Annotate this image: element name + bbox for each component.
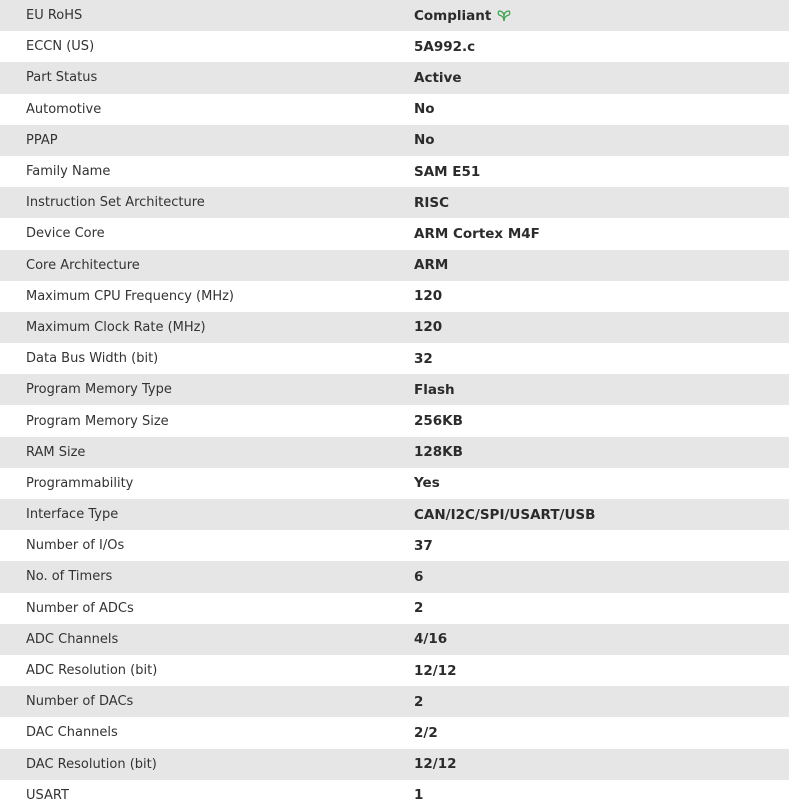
spec-value: 120 <box>414 319 443 336</box>
spec-row-usart <box>0 780 789 811</box>
spec-label: No. of Timers <box>26 569 113 585</box>
spec-value: No <box>414 101 435 118</box>
spec-row-eu-rohs <box>0 0 789 31</box>
spec-value: Compliant <box>414 7 492 24</box>
spec-value: 128KB <box>414 444 463 461</box>
spec-value: Flash <box>414 381 455 398</box>
spec-row-family-name <box>0 156 789 187</box>
spec-value: RISC <box>414 194 450 211</box>
spec-row-dac-resolution <box>0 749 789 780</box>
spec-label: ADC Resolution (bit) <box>26 663 158 679</box>
spec-row-max-clock-rate <box>0 312 789 343</box>
spec-label: Program Memory Type <box>26 382 172 398</box>
spec-row-part-status <box>0 62 789 93</box>
spec-value: 5A992.c <box>414 38 476 55</box>
spec-label: Automotive <box>26 101 102 117</box>
spec-row-adc-resolution <box>0 655 789 686</box>
spec-label: Maximum Clock Rate (MHz) <box>26 319 206 335</box>
leaf-icon <box>497 10 511 22</box>
spec-label: Number of ADCs <box>26 600 134 616</box>
spec-label: Data Bus Width (bit) <box>26 351 159 367</box>
spec-value: 2 <box>414 600 424 617</box>
spec-label: ADC Channels <box>26 631 119 647</box>
spec-value: SAM E51 <box>414 163 481 180</box>
spec-value: 256KB <box>414 413 463 430</box>
spec-label: EU RoHS <box>26 8 83 24</box>
spec-row-number-of-dacs <box>0 686 789 717</box>
spec-row-dac-channels <box>0 717 789 748</box>
spec-row-automotive <box>0 94 789 125</box>
spec-label: USART <box>26 787 69 803</box>
spec-label: Program Memory Size <box>26 413 169 429</box>
spec-row-timers <box>0 561 789 592</box>
spec-value: 12/12 <box>414 756 457 773</box>
spec-value: 4/16 <box>414 631 448 648</box>
spec-value: 1 <box>414 787 424 804</box>
spec-row-data-bus-width <box>0 343 789 374</box>
spec-label: Interface Type <box>26 507 119 523</box>
spec-row-device-core <box>0 218 789 249</box>
spec-label: RAM Size <box>26 444 86 460</box>
spec-value: 6 <box>414 568 424 585</box>
spec-value: 120 <box>414 288 443 305</box>
spec-label: Number of I/Os <box>26 538 125 554</box>
spec-row-core-architecture <box>0 250 789 281</box>
spec-row-program-memory-type <box>0 374 789 405</box>
spec-row-interface-type <box>0 499 789 530</box>
spec-row-instruction-set <box>0 187 789 218</box>
spec-value: ARM Cortex M4F <box>414 225 540 242</box>
spec-value: 2/2 <box>414 724 438 741</box>
spec-label: Core Architecture <box>26 257 140 273</box>
spec-label: Instruction Set Architecture <box>26 195 205 211</box>
spec-row-programmability <box>0 468 789 499</box>
spec-label: Number of DACs <box>26 694 134 710</box>
spec-value: 37 <box>414 537 433 554</box>
spec-value-cell <box>414 0 789 31</box>
spec-row-number-of-ios <box>0 530 789 561</box>
spec-label: ECCN (US) <box>26 39 95 55</box>
spec-value: Active <box>414 69 462 86</box>
spec-row-number-of-adcs <box>0 593 789 624</box>
spec-value: 12/12 <box>414 662 457 679</box>
spec-value: No <box>414 132 435 149</box>
spec-label: Part Status <box>26 70 98 86</box>
spec-row-eccn <box>0 31 789 62</box>
spec-label: Family Name <box>26 164 111 180</box>
spec-row-program-memory-size <box>0 405 789 436</box>
spec-value: 2 <box>414 693 424 710</box>
spec-label: PPAP <box>26 132 58 148</box>
spec-label: Device Core <box>26 226 105 242</box>
spec-label: DAC Resolution (bit) <box>26 756 157 772</box>
spec-label: Programmability <box>26 475 134 491</box>
spec-value: Yes <box>414 475 440 492</box>
spec-row-max-cpu-frequency <box>0 281 789 312</box>
spec-value: CAN/I2C/SPI/USART/USB <box>414 506 596 523</box>
spec-row-adc-channels <box>0 624 789 655</box>
spec-label: DAC Channels <box>26 725 118 741</box>
spec-value: ARM <box>414 257 449 274</box>
spec-row-ram-size <box>0 437 789 468</box>
spec-value: 32 <box>414 350 433 367</box>
spec-label: Maximum CPU Frequency (MHz) <box>26 288 234 304</box>
spec-row-ppap <box>0 125 789 156</box>
